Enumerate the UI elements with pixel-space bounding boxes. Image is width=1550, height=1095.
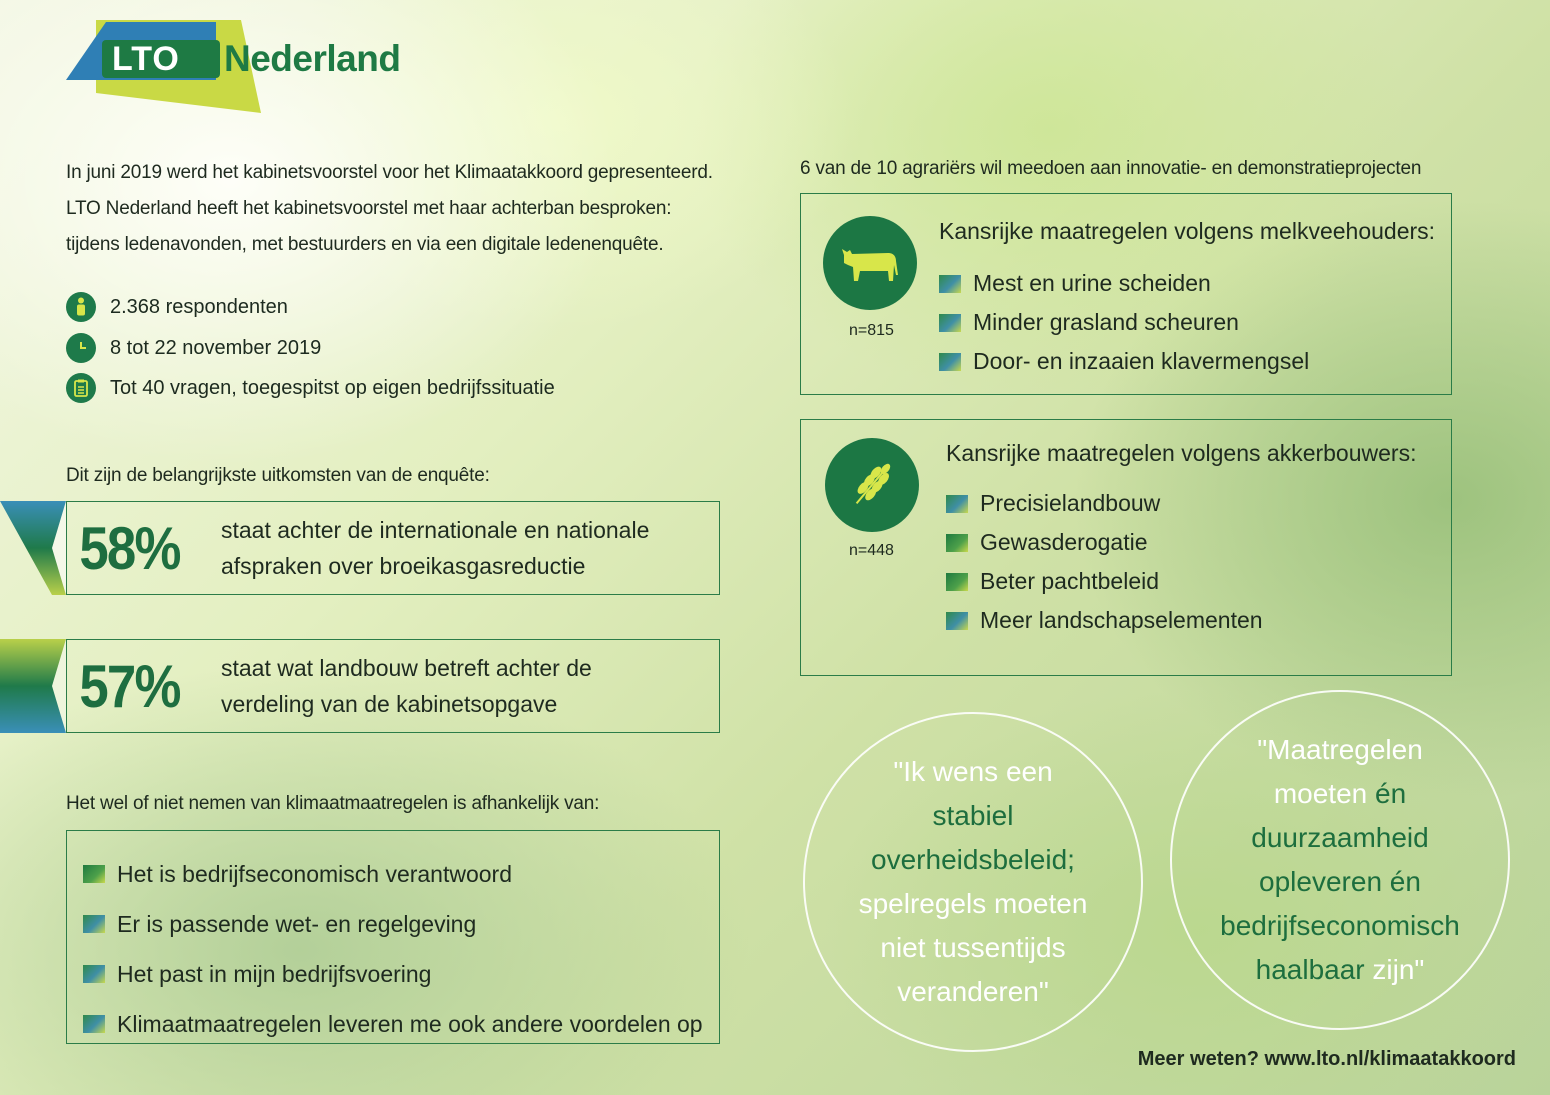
arable-box: [800, 419, 1452, 676]
quote2-line1: "Maatregelen: [1257, 734, 1423, 765]
arable-item: [946, 562, 1263, 601]
depends-item-text: Er is passende wet- en regelgeving: [117, 910, 477, 937]
person-icon: [66, 292, 96, 322]
depends-item: [83, 849, 719, 899]
quote2-line6-a: haalbaar: [1255, 954, 1365, 985]
quote1-line4: spelregels moeten: [858, 888, 1088, 919]
quote2-line3: duurzaamheid: [1251, 822, 1429, 853]
bullet-icon: [83, 865, 105, 883]
stat-text-1-line2: afspraken over broeikasgasreductie: [221, 553, 586, 579]
stat-text-2-line1: staat wat landbouw betreft achter de: [221, 655, 592, 681]
quote2-line4: opleveren én: [1259, 866, 1421, 897]
fact-period-text: 8 tot 22 november 2019: [110, 336, 322, 359]
quote-bubble-2: [1170, 690, 1510, 1030]
quote-bubble-1: [803, 712, 1143, 1052]
fact-period: [66, 332, 321, 364]
fact-questions-text: Tot 40 vragen, toegespitst op eigen bedrijfssituatie: [110, 376, 555, 399]
stat-text-2-line2: verdeling van de kabinetsopgave: [221, 691, 558, 717]
stat-box-2: [66, 639, 720, 733]
footer-link[interactable]: Meer weten? www.lto.nl/klimaatakkoord: [1137, 1048, 1516, 1070]
dairy-box: [800, 193, 1452, 395]
intro-line-2: LTO Nederland heeft het kabinetsvoorstel met haar achterban besproken:: [66, 198, 672, 219]
quote1-line1: "Ik wens een: [893, 756, 1053, 787]
stat-box-1: [66, 501, 720, 595]
lto-logo: [66, 18, 466, 118]
stat-text-2: [221, 650, 592, 722]
depends-item: [83, 899, 719, 949]
depends-item: [83, 999, 719, 1049]
arable-item: [946, 601, 1263, 640]
bullet-icon: [939, 314, 961, 332]
clock-icon: [66, 333, 96, 363]
depends-item-text: Klimaatmaatregelen leveren me ook andere voordelen op: [117, 1010, 703, 1037]
right-heading: 6 van de 10 agrariërs wil meedoen aan innovatie- en demonstratieprojecten: [800, 158, 1422, 179]
dairy-item: [939, 342, 1309, 381]
results-heading: Dit zijn de belangrijkste uitkomsten van de enquête:: [66, 465, 490, 486]
bullet-icon: [83, 915, 105, 933]
bullet-icon: [946, 534, 968, 552]
depends-item: [83, 949, 719, 999]
dairy-item: [939, 264, 1309, 303]
fact-respondents: [66, 291, 288, 323]
arable-title: Kansrijke maatregelen volgens akkerbouwers:: [946, 440, 1417, 466]
cow-icon: [823, 216, 917, 310]
depends-box: [66, 830, 720, 1044]
depends-item-text: Het is bedrijfseconomisch verantwoord: [117, 860, 513, 887]
bullet-icon: [83, 1015, 105, 1033]
stat-ribbon-2: [0, 639, 66, 733]
arable-n: n=448: [849, 542, 894, 559]
bullet-icon: [939, 353, 961, 371]
quote2-line5: bedrijfseconomisch: [1220, 910, 1460, 941]
quote2-line2-a: moeten: [1273, 778, 1375, 809]
stat-percent-1: 58%: [79, 514, 180, 582]
quote1-line6: veranderen": [897, 976, 1049, 1007]
logo-lto-text: LTO: [112, 40, 180, 78]
dairy-item-text: Minder grasland scheuren: [973, 309, 1239, 335]
stat-text-1: [221, 512, 649, 584]
quote1-line3: overheidsbeleid;: [871, 844, 1075, 875]
intro-line-1: In juni 2019 werd het kabinetsvoorstel voor het Klimaatakkoord gepresenteerd.: [66, 162, 713, 183]
dairy-item-text: Door- en inzaaien klavermengsel: [973, 348, 1310, 374]
dairy-title: Kansrijke maatregelen volgens melkveehouders:: [939, 218, 1436, 244]
arable-item: [946, 523, 1263, 562]
dairy-item-text: Mest en urine scheiden: [973, 270, 1211, 296]
depends-item-text: Het past in mijn bedrijfsvoering: [117, 960, 432, 987]
bullet-icon: [946, 495, 968, 513]
stat-ribbon-1: [0, 501, 66, 595]
arable-item-text: Gewasderogatie: [980, 529, 1148, 555]
dairy-item: [939, 303, 1309, 342]
quote1-line5: niet tussentijds: [880, 932, 1066, 963]
intro-text: [66, 155, 766, 263]
fact-questions: [66, 372, 555, 404]
arable-item-text: Beter pachtbeleid: [980, 568, 1160, 594]
wheat-icon: [825, 438, 919, 532]
stat-text-1-line1: staat achter de internationale en nationale: [221, 517, 650, 543]
arable-item-text: Precisielandbouw: [980, 490, 1161, 516]
quote2-line6: [1220, 948, 1460, 992]
bullet-icon: [939, 275, 961, 293]
fact-respondents-text: 2.368 respondenten: [110, 295, 288, 318]
dairy-n: n=815: [849, 322, 894, 339]
bullet-icon: [946, 573, 968, 591]
stat-percent-2: 57%: [79, 652, 180, 720]
depends-heading: Het wel of niet nemen van klimaatmaatregelen is afhankelijk van:: [66, 793, 600, 814]
quote2-line2: [1220, 772, 1460, 816]
logo-nederland-text: Nederland: [224, 38, 401, 79]
arable-item-text: Meer landschapselementen: [980, 607, 1263, 633]
quote2-line2-b: én: [1375, 778, 1407, 809]
clipboard-icon: [66, 373, 96, 403]
quote2-line6-b: zijn": [1364, 954, 1425, 985]
bullet-icon: [946, 612, 968, 630]
intro-line-3: tijdens ledenavonden, met bestuurders en via een digitale ledenenquête.: [66, 234, 664, 255]
quote1-line2: stabiel: [932, 800, 1014, 831]
bullet-icon: [83, 965, 105, 983]
arable-item: [946, 484, 1263, 523]
